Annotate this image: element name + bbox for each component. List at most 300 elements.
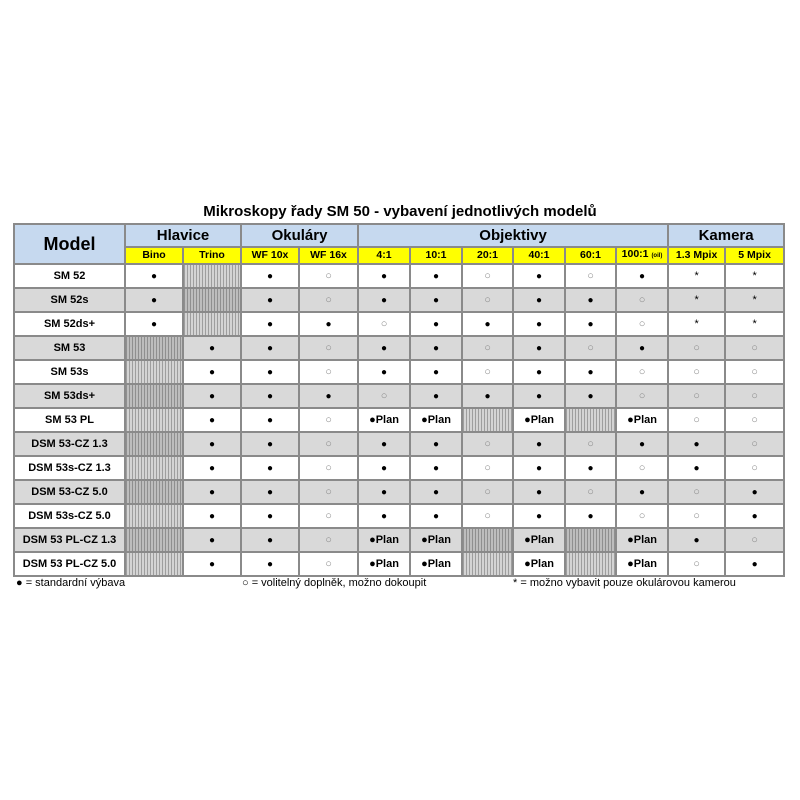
optional-mark: ○ [325, 558, 332, 570]
plan-objective-mark: ●Plan [421, 558, 451, 570]
feature-cell [183, 552, 241, 576]
feature-cell [299, 480, 358, 504]
feature-cell [358, 336, 410, 360]
column-header-5-mpix: 5 Mpix [725, 247, 784, 264]
feature-cell [616, 384, 668, 408]
standard-mark: ● [380, 271, 388, 282]
model-name: DSM 53 PL-CZ 1.3 [14, 528, 125, 552]
standard-mark: ● [535, 295, 543, 306]
standard-mark: ● [535, 463, 543, 474]
standard-mark: ● [266, 319, 274, 330]
table-title: Mikroskopy řady SM 50 - vybavení jednotlivých modelů [203, 203, 597, 220]
feature-cell [513, 432, 565, 456]
feature-cell [513, 480, 565, 504]
not-applicable-cell [125, 336, 183, 360]
optional-mark: ○ [325, 438, 332, 450]
optional-mark: ○ [325, 486, 332, 498]
optional-mark: ○ [325, 366, 332, 378]
standard-mark: ● [266, 463, 274, 474]
model-name: SM 53ds+ [14, 384, 125, 408]
feature-cell [565, 312, 616, 336]
feature-cell [725, 528, 784, 552]
column-header-trino: Trino [183, 247, 241, 264]
feature-cell [725, 552, 784, 576]
feature-cell [358, 432, 410, 456]
feature-cell [462, 504, 513, 528]
standard-mark: ● [266, 295, 274, 306]
feature-cell [513, 456, 565, 480]
column-header-10-1: 10:1 [410, 247, 462, 264]
table-row [14, 264, 784, 288]
feature-cell [668, 312, 725, 336]
group-header-hlavice: Hlavice [125, 224, 241, 247]
model-name: DSM 53s-CZ 1.3 [14, 456, 125, 480]
standard-mark: ● [751, 487, 758, 498]
plan-objective-mark: ●Plan [421, 534, 451, 546]
table-row [14, 408, 784, 432]
feature-cell [616, 360, 668, 384]
table-row [14, 528, 784, 552]
standard-mark: ● [587, 319, 594, 330]
standard-mark: ● [587, 511, 594, 522]
optional-mark: ○ [380, 318, 388, 330]
table-row [14, 480, 784, 504]
feature-cell [725, 360, 784, 384]
feature-cell [616, 288, 668, 312]
feature-cell [241, 312, 299, 336]
feature-cell [668, 264, 725, 288]
feature-cell [462, 360, 513, 384]
feature-cell [358, 480, 410, 504]
standard-mark: ● [432, 295, 440, 306]
column-header-wf16x: WF 16x [299, 247, 358, 264]
optional-mark: ○ [325, 534, 332, 546]
table-row [14, 432, 784, 456]
feature-cell [358, 288, 410, 312]
feature-cell [462, 456, 513, 480]
feature-cell [668, 336, 725, 360]
standard-mark: ● [693, 439, 700, 450]
feature-cell [565, 336, 616, 360]
model-name: SM 53 [14, 336, 125, 360]
feature-cell [565, 360, 616, 384]
model-name: SM 52 [14, 264, 125, 288]
feature-cell [299, 432, 358, 456]
feature-cell [668, 288, 725, 312]
not-applicable-cell [125, 384, 183, 408]
column-header-100-1-label: 100:1 [621, 248, 649, 260]
feature-cell [183, 456, 241, 480]
feature-cell [241, 456, 299, 480]
feature-cell [725, 432, 784, 456]
table-row [14, 384, 784, 408]
feature-cell [616, 432, 668, 456]
feature-cell [462, 264, 513, 288]
optional-mark: ○ [484, 462, 491, 474]
standard-mark: ● [535, 319, 543, 330]
standard-mark: ● [208, 511, 216, 522]
feature-cell [241, 432, 299, 456]
optional-mark: ○ [484, 294, 491, 306]
feature-cell [410, 336, 462, 360]
optional-mark: ○ [587, 486, 594, 498]
feature-cell [183, 480, 241, 504]
standard-mark: ● [432, 271, 440, 282]
feature-cell [410, 432, 462, 456]
column-header-1-3-mpix: 1.3 Mpix [668, 247, 725, 264]
standard-mark: ● [150, 271, 158, 282]
standard-mark: ● [639, 487, 646, 498]
feature-cell [668, 480, 725, 504]
standard-mark: ● [751, 559, 758, 570]
feature-cell [616, 504, 668, 528]
table-row [14, 504, 784, 528]
standard-mark: ● [380, 487, 388, 498]
eyepiece-camera-mark: * [694, 318, 699, 330]
feature-cell [358, 456, 410, 480]
standard-mark: ● [208, 487, 216, 498]
feature-cell [513, 288, 565, 312]
feature-cell [668, 432, 725, 456]
feature-cell [513, 504, 565, 528]
feature-cell [299, 336, 358, 360]
feature-cell [565, 456, 616, 480]
plan-objective-mark: ●Plan [524, 534, 554, 546]
feature-cell [358, 528, 410, 552]
standard-mark: ● [208, 439, 216, 450]
standard-mark: ● [484, 391, 491, 402]
feature-cell [565, 480, 616, 504]
feature-cell [125, 264, 183, 288]
optional-mark: ○ [325, 270, 332, 282]
standard-mark: ● [432, 463, 440, 474]
optional-mark: ○ [325, 294, 332, 306]
feature-cell [616, 408, 668, 432]
optional-mark: ○ [693, 558, 700, 570]
feature-cell [513, 360, 565, 384]
optional-mark: ○ [638, 462, 646, 474]
feature-cell [462, 312, 513, 336]
feature-cell [462, 480, 513, 504]
feature-cell [668, 360, 725, 384]
feature-cell [410, 408, 462, 432]
standard-mark: ● [432, 511, 440, 522]
standard-mark: ● [266, 343, 274, 354]
column-header-40-1: 40:1 [513, 247, 565, 264]
standard-mark: ● [535, 511, 543, 522]
feature-cell [513, 264, 565, 288]
feature-cell [299, 552, 358, 576]
standard-mark: ● [266, 391, 274, 402]
standard-mark: ● [266, 535, 274, 546]
feature-cell [241, 288, 299, 312]
standard-mark: ● [150, 295, 158, 306]
standard-mark: ● [432, 391, 440, 402]
standard-mark: ● [266, 439, 274, 450]
not-applicable-cell [462, 528, 513, 552]
standard-mark: ● [639, 271, 646, 282]
feature-cell [668, 408, 725, 432]
standard-mark: ● [432, 487, 440, 498]
column-header-wf10x: WF 10x [241, 247, 299, 264]
feature-cell [410, 552, 462, 576]
optional-mark: ○ [693, 414, 700, 426]
standard-mark: ● [535, 391, 543, 402]
optional-mark: ○ [693, 486, 700, 498]
column-header-4-1: 4:1 [358, 247, 410, 264]
standard-mark: ● [639, 439, 646, 450]
standard-mark: ● [266, 487, 274, 498]
feature-cell [668, 552, 725, 576]
standard-mark: ● [266, 511, 274, 522]
feature-cell [358, 312, 410, 336]
feature-cell [183, 336, 241, 360]
feature-cell [513, 312, 565, 336]
standard-mark: ● [266, 415, 274, 426]
standard-mark: ● [150, 319, 158, 330]
plan-objective-mark: ●Plan [627, 414, 657, 426]
feature-cell [299, 360, 358, 384]
feature-cell [565, 432, 616, 456]
standard-mark: ● [380, 367, 388, 378]
feature-cell [299, 456, 358, 480]
not-applicable-cell [125, 504, 183, 528]
optional-mark: ○ [325, 414, 332, 426]
eyepiece-camera-mark: * [752, 270, 757, 282]
feature-cell [616, 312, 668, 336]
feature-cell [299, 408, 358, 432]
legend-eyepiece-camera: * = možno vybavit pouze okulárovou kamerou [513, 577, 736, 589]
feature-cell [241, 384, 299, 408]
plan-objective-mark: ●Plan [627, 558, 657, 570]
feature-cell [183, 360, 241, 384]
feature-cell [616, 480, 668, 504]
optional-mark: ○ [325, 510, 332, 522]
plan-objective-mark: ●Plan [524, 414, 554, 426]
standard-mark: ● [208, 367, 216, 378]
feature-cell [616, 264, 668, 288]
feature-cell [565, 288, 616, 312]
feature-cell [513, 336, 565, 360]
not-applicable-cell [125, 552, 183, 576]
standard-mark: ● [208, 415, 216, 426]
standard-mark: ● [432, 343, 440, 354]
feature-cell [410, 504, 462, 528]
model-name: SM 53s [14, 360, 125, 384]
optional-mark: ○ [693, 390, 700, 402]
not-applicable-cell [125, 408, 183, 432]
optional-mark: ○ [693, 366, 700, 378]
plan-objective-mark: ●Plan [524, 558, 554, 570]
optional-mark: ○ [484, 438, 491, 450]
feature-cell [513, 552, 565, 576]
feature-cell [410, 312, 462, 336]
optional-mark: ○ [587, 270, 594, 282]
optional-mark: ○ [638, 390, 646, 402]
standard-mark: ● [266, 559, 274, 570]
feature-cell [358, 264, 410, 288]
feature-cell [358, 384, 410, 408]
feature-cell [616, 552, 668, 576]
optional-mark: ○ [587, 342, 594, 354]
feature-cell [410, 288, 462, 312]
legend-standard: ● = standardní výbava [16, 577, 126, 589]
feature-cell [725, 408, 784, 432]
model-name: SM 53 PL [14, 408, 125, 432]
standard-mark: ● [535, 343, 543, 354]
optional-mark: ○ [751, 438, 758, 450]
feature-cell [183, 528, 241, 552]
optional-mark: ○ [751, 342, 758, 354]
feature-cell [358, 408, 410, 432]
optional-mark: ○ [751, 366, 758, 378]
feature-cell [410, 456, 462, 480]
not-applicable-cell [125, 360, 183, 384]
oil-note: (oil) [651, 253, 663, 259]
feature-cell [299, 528, 358, 552]
feature-cell [241, 360, 299, 384]
feature-cell [125, 312, 183, 336]
optional-mark: ○ [751, 414, 758, 426]
feature-cell [462, 336, 513, 360]
optional-mark: ○ [484, 486, 491, 498]
feature-cell [725, 312, 784, 336]
table-row [14, 288, 784, 312]
standard-mark: ● [535, 271, 543, 282]
standard-mark: ● [484, 319, 491, 330]
feature-cell [462, 384, 513, 408]
not-applicable-cell [565, 528, 616, 552]
feature-cell [410, 264, 462, 288]
standard-mark: ● [208, 391, 216, 402]
feature-cell [241, 528, 299, 552]
not-applicable-cell [183, 312, 241, 336]
group-header-objektivy: Objektivy [358, 224, 668, 247]
group-header-kamera: Kamera [668, 224, 784, 247]
optional-mark: ○ [587, 438, 594, 450]
not-applicable-cell [125, 432, 183, 456]
optional-mark: ○ [638, 510, 646, 522]
model-name: DSM 53-CZ 1.3 [14, 432, 125, 456]
eyepiece-camera-mark: * [694, 270, 699, 282]
optional-mark: ○ [484, 510, 491, 522]
standard-mark: ● [208, 559, 216, 570]
optional-mark: ○ [751, 462, 758, 474]
feature-cell [183, 408, 241, 432]
feature-cell [358, 360, 410, 384]
optional-mark: ○ [380, 390, 388, 402]
optional-mark: ○ [751, 390, 758, 402]
feature-cell [241, 408, 299, 432]
feature-cell [725, 264, 784, 288]
standard-mark: ● [208, 343, 216, 354]
feature-cell [410, 360, 462, 384]
model-name: SM 52ds+ [14, 312, 125, 336]
standard-mark: ● [380, 439, 388, 450]
feature-cell [725, 504, 784, 528]
feature-cell [725, 336, 784, 360]
feature-cell [725, 288, 784, 312]
feature-cell [299, 504, 358, 528]
model-name: DSM 53s-CZ 5.0 [14, 504, 125, 528]
feature-cell [241, 480, 299, 504]
eyepiece-camera-mark: * [752, 318, 757, 330]
optional-mark: ○ [484, 270, 491, 282]
optional-mark: ○ [638, 366, 646, 378]
standard-mark: ● [380, 343, 388, 354]
model-name: DSM 53 PL-CZ 5.0 [14, 552, 125, 576]
standard-mark: ● [380, 295, 388, 306]
standard-mark: ● [325, 391, 332, 402]
plan-objective-mark: ●Plan [421, 414, 451, 426]
table-row [14, 552, 784, 576]
feature-cell [241, 336, 299, 360]
equipment-table [13, 223, 785, 577]
feature-cell [241, 264, 299, 288]
feature-cell [565, 504, 616, 528]
standard-mark: ● [587, 295, 594, 306]
feature-cell [299, 312, 358, 336]
eyepiece-camera-mark: * [752, 294, 757, 306]
table-body [14, 264, 784, 576]
optional-mark: ○ [484, 366, 491, 378]
standard-mark: ● [325, 319, 332, 330]
column-header-row [14, 247, 784, 264]
standard-mark: ● [432, 439, 440, 450]
standard-mark: ● [751, 511, 758, 522]
model-column-header: Model [14, 224, 125, 264]
not-applicable-cell [125, 528, 183, 552]
not-applicable-cell [462, 552, 513, 576]
feature-cell [241, 504, 299, 528]
column-header-60-1: 60:1 [565, 247, 616, 264]
optional-mark: ○ [638, 318, 646, 330]
feature-cell [513, 384, 565, 408]
legend-optional: ○ = volitelný doplněk, možno dokoupit [242, 577, 427, 589]
not-applicable-cell [565, 408, 616, 432]
standard-mark: ● [535, 439, 543, 450]
standard-mark: ● [380, 463, 388, 474]
feature-cell [668, 504, 725, 528]
feature-cell [616, 456, 668, 480]
standard-mark: ● [432, 319, 440, 330]
group-header-okulary: Okuláry [241, 224, 358, 247]
feature-cell [358, 504, 410, 528]
standard-mark: ● [587, 391, 594, 402]
column-header-100-1 [616, 247, 668, 264]
optional-mark: ○ [325, 462, 332, 474]
plan-objective-mark: ●Plan [369, 558, 399, 570]
standard-mark: ● [208, 463, 216, 474]
standard-mark: ● [208, 535, 216, 546]
not-applicable-cell [125, 456, 183, 480]
feature-cell [410, 480, 462, 504]
feature-cell [462, 288, 513, 312]
model-name: DSM 53-CZ 5.0 [14, 480, 125, 504]
not-applicable-cell [183, 288, 241, 312]
optional-mark: ○ [751, 534, 758, 546]
feature-cell [725, 480, 784, 504]
feature-cell [513, 528, 565, 552]
feature-cell [183, 504, 241, 528]
standard-mark: ● [535, 487, 543, 498]
feature-cell [410, 384, 462, 408]
feature-cell [358, 552, 410, 576]
optional-mark: ○ [693, 342, 700, 354]
standard-mark: ● [693, 535, 700, 546]
feature-cell [668, 456, 725, 480]
feature-cell [241, 552, 299, 576]
